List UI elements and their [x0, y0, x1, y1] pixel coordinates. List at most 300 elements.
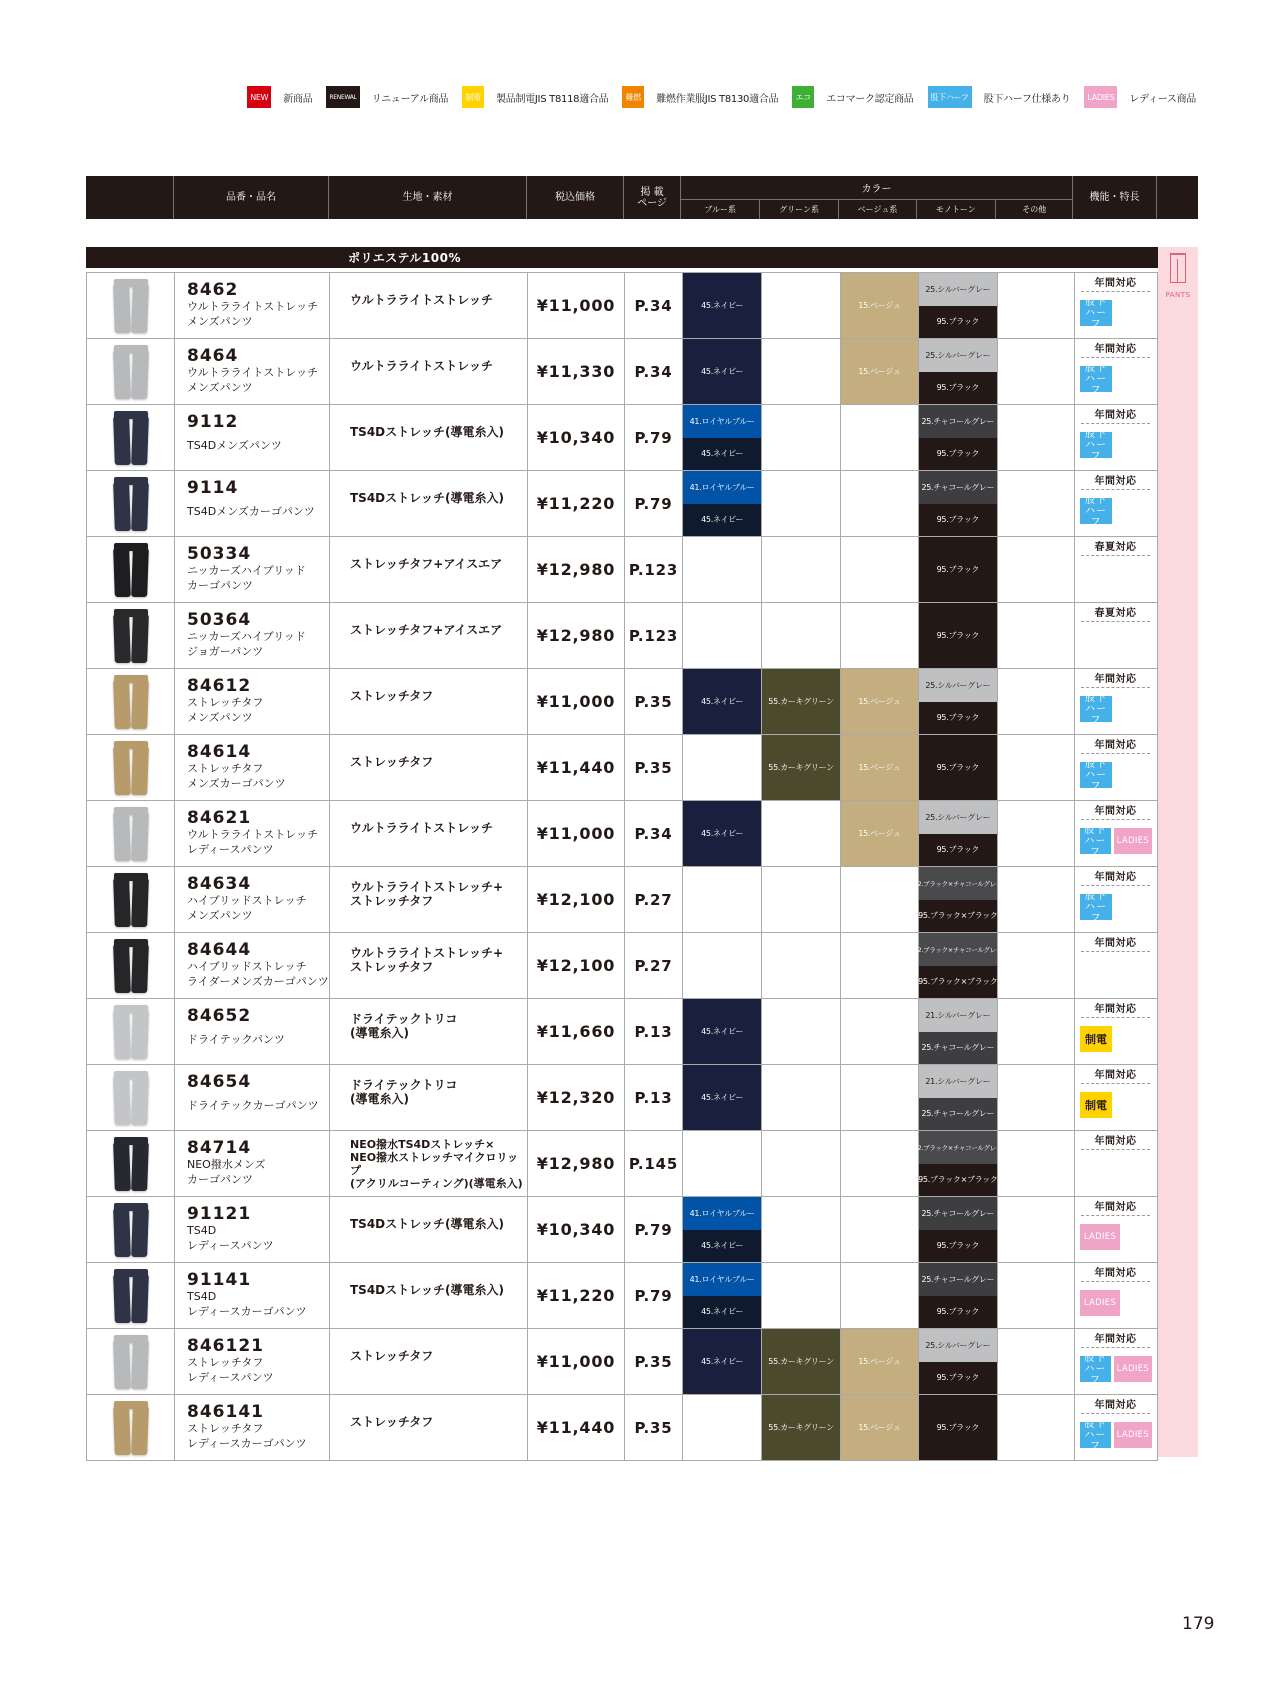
half-length-icon: 股下 ハーフ	[1080, 498, 1112, 524]
catalog-page: P.34	[624, 339, 682, 404]
pants-icon	[113, 873, 149, 927]
table-row	[86, 1131, 1158, 1197]
product-number: 846141	[187, 1402, 264, 1422]
product-name: ウルトラライトストレッチ	[187, 828, 319, 841]
material-cell	[329, 1329, 527, 1394]
features-cell	[1074, 669, 1156, 734]
product-name: ストレッチタフ	[187, 1356, 264, 1369]
color-cell	[682, 735, 1074, 800]
color-group-blue	[683, 801, 761, 866]
color-swatch: 15.ベージュ	[841, 801, 918, 866]
features-cell	[1074, 273, 1156, 338]
table-row	[86, 471, 1158, 537]
color-swatch: 15.ベージュ	[841, 273, 918, 338]
color-group-beige	[840, 867, 918, 932]
product-image	[87, 1395, 174, 1460]
color-group-mono	[918, 1329, 996, 1394]
feature-icons	[1079, 362, 1152, 396]
color-group-mono	[918, 1395, 996, 1460]
product-number: 9114	[187, 478, 239, 498]
color-swatch: 15.ベージュ	[841, 1329, 918, 1394]
color-group-blue	[683, 669, 761, 734]
feature-icons	[1079, 1092, 1152, 1118]
color-swatch: 45.ネイビー	[683, 1065, 761, 1130]
section-title: ポリエステル100%	[86, 247, 1158, 268]
color-group-beige	[840, 1395, 918, 1460]
table-header	[86, 176, 1198, 219]
material-cell	[329, 1263, 527, 1328]
material-line: TS4Dストレッチ(導電糸入)	[350, 490, 504, 505]
color-swatch: 55.カーキグリーン	[762, 1395, 839, 1460]
header-material: 生地・素材	[328, 176, 526, 219]
catalog-page: P.13	[624, 999, 682, 1064]
header-color-group: ベージュ系	[838, 200, 916, 219]
header-image-col	[86, 176, 173, 219]
pants-icon	[113, 477, 149, 531]
legend	[214, 85, 1196, 109]
season-label: 年間対応	[1094, 476, 1137, 487]
material-line: ウルトラライトストレッチ+	[350, 879, 504, 894]
product-image	[87, 1065, 174, 1130]
product-number: 84621	[187, 808, 252, 828]
product-name-cell	[174, 801, 329, 866]
product-name	[187, 1026, 329, 1032]
color-group-blue	[683, 735, 761, 800]
season-label: 年間対応	[1094, 1400, 1137, 1411]
product-name: メンズパンツ	[187, 711, 253, 724]
color-group-beige	[840, 1329, 918, 1394]
material-line: NEO撥水ストレッチマイクロリップ	[350, 1150, 519, 1177]
color-group-other	[997, 273, 1075, 338]
color-group-other	[997, 933, 1075, 998]
material-cell	[329, 735, 527, 800]
color-group-other	[997, 405, 1075, 470]
price: ¥11,000	[527, 273, 624, 338]
product-name: ドライテックカーゴパンツ	[187, 1099, 319, 1112]
catalog-page: P.35	[624, 1395, 682, 1460]
color-swatch: 95.ブラック	[919, 306, 996, 339]
product-image	[87, 603, 174, 668]
color-cell	[682, 999, 1074, 1064]
color-swatch: 41.ロイヤルブルー	[683, 1197, 761, 1230]
color-swatch: 55.カーキグリーン	[762, 669, 839, 734]
half-length-icon: 股下 ハーフ	[1080, 828, 1111, 854]
table-row	[86, 669, 1158, 735]
pants-icon	[113, 1005, 149, 1059]
price: ¥11,330	[527, 339, 624, 404]
color-group-beige	[840, 801, 918, 866]
price: ¥12,320	[527, 1065, 624, 1130]
color-swatch: 25.チャコールグレー	[919, 1263, 996, 1296]
header-color-title: カラー	[681, 176, 1072, 200]
color-swatch: 95.ブラック	[919, 438, 996, 471]
color-group-mono	[918, 339, 996, 404]
header-features: 機能・特長	[1072, 176, 1156, 219]
color-swatch: 95.ブラック	[919, 504, 996, 537]
price: ¥11,660	[527, 999, 624, 1064]
color-group-blue	[683, 537, 761, 602]
header-color-group: ブルー系	[704, 205, 737, 214]
feature-icons	[1079, 494, 1152, 528]
color-swatch: 45.ネイビー	[683, 438, 761, 471]
product-name: TS4D	[187, 1290, 217, 1303]
pants-icon	[113, 609, 149, 663]
color-group-green	[761, 669, 839, 734]
divider	[1081, 753, 1150, 754]
product-name: ウルトラライトストレッチ	[187, 366, 319, 379]
color-cell	[682, 1329, 1074, 1394]
material-line: ストレッチタフ	[350, 1348, 434, 1363]
divider	[1081, 291, 1150, 292]
material-line: ストレッチタフ	[350, 754, 434, 769]
divider	[1081, 1149, 1150, 1150]
material-cell	[329, 603, 527, 668]
color-cell	[682, 801, 1074, 866]
features-cell	[1074, 339, 1156, 404]
product-name: ドライテックパンツ	[187, 1033, 286, 1046]
color-group-green	[761, 1065, 839, 1130]
color-swatch: 25.シルバーグレー	[919, 273, 996, 306]
features-cell	[1074, 1395, 1156, 1460]
color-swatch: 45.ネイビー	[683, 339, 761, 404]
price: ¥11,000	[527, 1329, 624, 1394]
color-group-beige	[840, 603, 918, 668]
pants-icon	[113, 543, 149, 597]
color-swatch: 45.ネイビー	[683, 273, 761, 338]
color-group-other	[997, 999, 1075, 1064]
season-label: 年間対応	[1094, 1334, 1137, 1345]
color-group-mono	[918, 735, 996, 800]
color-cell	[682, 1263, 1074, 1328]
price: ¥11,000	[527, 669, 624, 734]
color-group-mono	[918, 405, 996, 470]
color-group-beige	[840, 1197, 918, 1262]
catalog-page: P.79	[624, 471, 682, 536]
material-cell	[329, 1131, 527, 1196]
color-group-blue	[683, 1131, 761, 1196]
color-group-blue	[683, 1329, 761, 1394]
color-swatch: 25.チャコールグレー	[919, 1197, 996, 1230]
color-group-mono	[918, 1065, 996, 1130]
color-swatch: 25.チャコールグレー	[919, 471, 996, 504]
color-swatch: 92.ブラック×チャコールグレー	[919, 933, 996, 966]
color-group-mono	[918, 273, 996, 338]
season-label: 年間対応	[1094, 1070, 1137, 1081]
color-swatch: 45.ネイビー	[683, 999, 761, 1064]
color-swatch: 95.ブラック	[919, 834, 996, 867]
color-cell	[682, 1065, 1074, 1130]
features-cell	[1074, 933, 1156, 998]
divider	[1081, 1413, 1150, 1414]
catalog-page: P.79	[624, 1263, 682, 1328]
product-name: レディースパンツ	[187, 1239, 274, 1252]
header-product: 品番・品名	[173, 176, 328, 219]
half-length-icon: 股下 ハーフ	[1080, 696, 1112, 722]
color-swatch: 95.ブラック	[919, 1230, 996, 1263]
color-group-beige	[840, 405, 918, 470]
material-line: (導電糸入)	[350, 1091, 409, 1106]
price: ¥11,220	[527, 1263, 624, 1328]
pants-icon	[113, 807, 149, 861]
feature-icons	[1079, 1352, 1152, 1386]
pants-icon	[113, 1203, 149, 1257]
material-line: ウルトラライトストレッチ	[350, 358, 494, 373]
color-swatch: 25.シルバーグレー	[919, 1329, 996, 1362]
legend-text: 製品制電JIS T8118適合品	[496, 93, 609, 105]
table-row	[86, 537, 1158, 603]
divider	[1081, 951, 1150, 952]
color-swatch: 95.ブラック	[919, 735, 996, 800]
pants-icon	[113, 345, 149, 399]
color-group-beige	[840, 1263, 918, 1328]
color-group-blue	[683, 339, 761, 404]
catalog-page: P.79	[624, 405, 682, 470]
material-line: ストレッチタフ+アイスエア	[350, 556, 503, 571]
product-name: ライダーメンズカーゴパンツ	[187, 975, 329, 988]
color-group-green	[761, 1395, 839, 1460]
sidebar-label: PANTS	[1165, 291, 1191, 299]
feature-icons	[1079, 1290, 1152, 1316]
table-row	[86, 1329, 1158, 1395]
color-group-green	[761, 339, 839, 404]
color-group-other	[997, 603, 1075, 668]
product-name: カーゴパンツ	[187, 579, 253, 592]
color-group-green	[761, 999, 839, 1064]
color-group-beige	[840, 273, 918, 338]
color-swatch: 41.ロイヤルブルー	[683, 405, 761, 438]
material-line: TS4Dストレッチ(導電糸入)	[350, 424, 504, 439]
season-label: 年間対応	[1094, 278, 1137, 289]
material-cell	[329, 933, 527, 998]
divider	[1081, 555, 1150, 556]
season-label: 年間対応	[1094, 1136, 1137, 1147]
product-name: ウルトラライトストレッチ	[187, 300, 319, 313]
color-swatch: 15.ベージュ	[841, 1395, 918, 1460]
color-swatch: 95.ブラック×ブラック	[919, 900, 996, 933]
table-row	[86, 801, 1158, 867]
catalog-page: P.123	[624, 537, 682, 602]
color-cell	[682, 273, 1074, 338]
product-number: 84654	[187, 1072, 252, 1092]
divider	[1081, 1215, 1150, 1216]
material-line: ドライテックトリコ	[350, 1077, 458, 1092]
color-group-green	[761, 801, 839, 866]
feature-icons	[1079, 758, 1152, 792]
table-row	[86, 1065, 1158, 1131]
season-label: 年間対応	[1094, 674, 1137, 685]
color-swatch: 15.ベージュ	[841, 669, 918, 734]
catalog-page: P.145	[624, 1131, 682, 1196]
legend-badge: エコ	[792, 86, 814, 108]
header-page: 掲 載 ページ	[623, 176, 680, 219]
color-cell	[682, 1395, 1074, 1460]
product-image	[87, 339, 174, 404]
price: ¥11,220	[527, 471, 624, 536]
material-cell	[329, 1197, 527, 1262]
material-line: ウルトラライトストレッチ	[350, 292, 494, 307]
color-swatch: 45.ネイビー	[683, 1329, 761, 1394]
material-cell	[329, 867, 527, 932]
price: ¥10,340	[527, 405, 624, 470]
product-name: ストレッチタフ	[187, 696, 264, 709]
product-name: NEO撥水メンズ	[187, 1158, 266, 1171]
catalog-page: P.123	[624, 603, 682, 668]
season-label: 年間対応	[1094, 1268, 1137, 1279]
half-length-icon: 股下 ハーフ	[1080, 1356, 1111, 1382]
season-label: 年間対応	[1094, 410, 1137, 421]
color-group-other	[997, 1329, 1075, 1394]
color-group-blue	[683, 867, 761, 932]
legend-text: 股下ハーフ仕様あり	[983, 93, 1071, 105]
header-color-group: グリーン系	[759, 200, 837, 219]
color-group-mono	[918, 1197, 996, 1262]
color-group-blue	[683, 603, 761, 668]
material-line: ドライテックトリコ	[350, 1011, 458, 1026]
color-group-green	[761, 1197, 839, 1262]
color-group-mono	[913, 867, 1003, 932]
pants-icon	[113, 1137, 149, 1191]
price: ¥11,440	[527, 1395, 624, 1460]
material-line: ウルトラライトストレッチ	[350, 820, 494, 835]
color-group-beige	[840, 339, 918, 404]
divider	[1081, 423, 1150, 424]
product-name: ハイブリッドストレッチ	[187, 894, 307, 907]
product-name: TS4Dメンズパンツ	[187, 439, 282, 452]
color-swatch: 95.ブラック	[919, 1362, 996, 1395]
color-group-green	[761, 405, 839, 470]
color-group-green	[761, 273, 839, 338]
product-name: ストレッチタフ	[187, 1422, 264, 1435]
product-name: レディースカーゴパンツ	[187, 1437, 307, 1450]
half-length-icon: 股下 ハーフ	[1080, 432, 1112, 458]
season-label: 年間対応	[1094, 1202, 1137, 1213]
price: ¥12,100	[527, 867, 624, 932]
features-cell	[1074, 537, 1156, 602]
color-group-blue	[683, 405, 761, 470]
season-label: 年間対応	[1094, 872, 1137, 883]
feature-icons	[1079, 824, 1152, 858]
ladies-icon: LADIES	[1114, 1422, 1152, 1448]
product-number: 9112	[187, 412, 239, 432]
color-swatch: 25.シルバーグレー	[919, 339, 996, 372]
table-row	[86, 867, 1158, 933]
table-row	[86, 1197, 1158, 1263]
divider	[1081, 1347, 1150, 1348]
color-group-mono	[918, 471, 996, 536]
divider	[1081, 489, 1150, 490]
material-line: ストレッチタフ	[350, 959, 434, 974]
product-image	[87, 405, 174, 470]
color-group-mono	[913, 933, 1003, 998]
catalog-page: P.79	[624, 1197, 682, 1262]
features-cell	[1074, 735, 1156, 800]
material-line: TS4Dストレッチ(導電糸入)	[350, 1216, 504, 1231]
product-name: ストレッチタフ	[187, 762, 264, 775]
feature-icons	[1079, 1026, 1152, 1052]
color-swatch: 25.チャコールグレー	[919, 1098, 996, 1131]
pants-icon	[113, 741, 149, 795]
product-name-cell	[174, 1329, 329, 1394]
product-number: 84714	[187, 1138, 252, 1158]
product-name: ジョガーパンツ	[187, 645, 264, 658]
color-group-beige	[840, 1065, 918, 1130]
product-image	[87, 735, 174, 800]
color-group-green	[761, 471, 839, 536]
season-label: 年間対応	[1094, 938, 1137, 949]
color-group-mono	[913, 1131, 1003, 1196]
legend-badge: RENEWAL	[326, 86, 359, 108]
product-name-cell	[174, 1197, 329, 1262]
features-cell	[1074, 405, 1156, 470]
price: ¥12,980	[527, 537, 624, 602]
catalog-page: P.34	[624, 801, 682, 866]
product-image	[87, 471, 174, 536]
product-name-cell	[174, 735, 329, 800]
color-group-blue	[683, 471, 761, 536]
legend-text: エコマーク認定商品	[826, 93, 914, 105]
color-group-blue	[683, 1263, 761, 1328]
color-group-mono	[918, 537, 996, 602]
feature-icons	[1079, 1224, 1152, 1250]
product-name	[187, 432, 329, 438]
product-name-cell	[174, 339, 329, 404]
material-cell	[329, 1065, 527, 1130]
pants-icon	[113, 279, 149, 333]
color-swatch: 95.ブラック×ブラック	[919, 1164, 996, 1197]
color-group-other	[997, 537, 1075, 602]
color-swatch: 95.ブラック	[919, 603, 996, 668]
color-cell	[682, 669, 1074, 734]
color-swatch: 25.シルバーグレー	[919, 669, 996, 702]
antistatic-icon: 制電	[1080, 1092, 1112, 1118]
product-name-cell	[174, 933, 329, 998]
product-name: TS4D	[187, 1224, 217, 1237]
color-group-blue	[683, 1197, 761, 1262]
product-name: レディースパンツ	[187, 843, 274, 856]
half-length-icon: 股下 ハーフ	[1080, 762, 1112, 788]
color-group-green	[761, 1131, 839, 1196]
product-number: 84612	[187, 676, 252, 696]
color-group-other	[997, 1065, 1075, 1130]
feature-icons	[1079, 692, 1152, 726]
color-cell	[682, 537, 1074, 602]
color-cell	[682, 933, 1074, 998]
color-cell	[682, 1131, 1074, 1196]
product-name	[187, 498, 329, 504]
color-group-blue	[683, 933, 761, 998]
material-cell	[329, 273, 527, 338]
product-name: メンズパンツ	[187, 315, 253, 328]
ladies-icon: LADIES	[1080, 1224, 1120, 1250]
product-name: メンズパンツ	[187, 909, 253, 922]
material-cell	[329, 1395, 527, 1460]
material-line: ストレッチタフ+アイスエア	[350, 622, 503, 637]
season-label: 年間対応	[1094, 344, 1137, 355]
table-row	[86, 735, 1158, 801]
color-group-other	[997, 1197, 1075, 1262]
price: ¥11,440	[527, 735, 624, 800]
color-swatch: 92.ブラック×チャコールグレー	[919, 1131, 996, 1164]
color-group-green	[761, 537, 839, 602]
divider	[1081, 885, 1150, 886]
material-cell	[329, 405, 527, 470]
product-name-cell	[174, 471, 329, 536]
header-price: 税込価格	[526, 176, 623, 219]
product-image	[87, 801, 174, 866]
color-group-green	[761, 603, 839, 668]
color-group-beige	[840, 933, 918, 998]
legend-text: レディース商品	[1129, 93, 1196, 105]
